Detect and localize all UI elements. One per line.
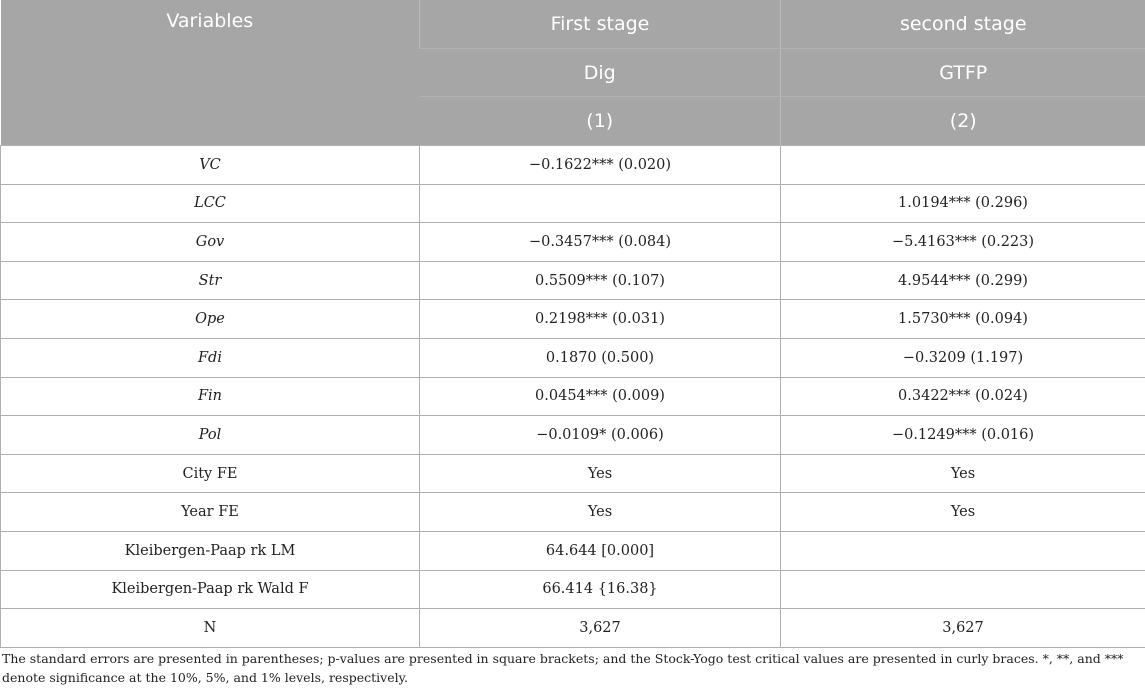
header-second-stage: second stage [781,0,1145,48]
row-label: Year FE [1,493,420,532]
table-row [1,416,1145,455]
cell-col1: Yes [420,493,781,532]
table-row [1,609,1145,648]
cell-col2: Yes [781,454,1145,493]
header-dep-gtfp: GTFP [781,48,1145,97]
cell-col2 [781,146,1145,185]
cell-col2 [781,570,1145,609]
header-variables: Variables [1,0,420,146]
cell-col1: Yes [420,454,781,493]
row-label: LCC [1,184,420,223]
header-col-1: (1) [420,97,781,146]
cell-col2: 1.0194*** (0.296) [781,184,1145,223]
table-footnote: The standard errors are presented in parentheses; p-values are presented in square brackets; and the Stock-Yogo test critical values are presented in curly braces. *, **, and *** denote significance at the 10%, 5%, and 1% levels, respectively. [2,651,1124,685]
cell-col2: −5.4163*** (0.223) [781,223,1145,262]
cell-col2: 4.9544*** (0.299) [781,261,1145,300]
table-row [1,493,1145,532]
header-dep-dig: Dig [420,48,781,97]
row-label: City FE [1,454,420,493]
row-label: Gov [1,223,420,262]
cell-col1: −0.0109* (0.006) [420,416,781,455]
cell-col1 [420,184,781,223]
header-first-stage: First stage [420,0,781,48]
row-label: Str [1,261,420,300]
table-row [1,261,1145,300]
cell-col1: 0.5509*** (0.107) [420,261,781,300]
row-label: Pol [1,416,420,455]
cell-col1: 0.1870 (0.500) [420,339,781,378]
table-row [1,570,1145,609]
header-col-2: (2) [781,97,1145,146]
row-label: Fin [1,377,420,416]
cell-col1: 64.644 [0.000] [420,532,781,571]
cell-col2: 1.5730*** (0.094) [781,300,1145,339]
table-row [1,184,1145,223]
cell-col1: −0.3457*** (0.084) [420,223,781,262]
row-label: Kleibergen-Paap rk LM [1,532,420,571]
cell-col2: −0.1249*** (0.016) [781,416,1145,455]
cell-col1: 0.2198*** (0.031) [420,300,781,339]
cell-col2: 3,627 [781,609,1145,648]
table-header [1,0,1145,146]
row-label: VC [1,146,420,185]
cell-col2 [781,532,1145,571]
table-row [1,300,1145,339]
table-row [1,339,1145,378]
table-row [1,377,1145,416]
cell-col1: 66.414 {16.38} [420,570,781,609]
cell-col2: Yes [781,493,1145,532]
table-body [1,146,1145,648]
cell-col1: 0.0454*** (0.009) [420,377,781,416]
table-row [1,532,1145,571]
row-label: N [1,609,420,648]
row-label: Ope [1,300,420,339]
table-row [1,454,1145,493]
cell-col2: 0.3422*** (0.024) [781,377,1145,416]
table-row [1,223,1145,262]
cell-col1: 3,627 [420,609,781,648]
row-label: Fdi [1,339,420,378]
table-row [1,146,1145,185]
cell-col1: −0.1622*** (0.020) [420,146,781,185]
row-label: Kleibergen-Paap rk Wald F [1,570,420,609]
cell-col2: −0.3209 (1.197) [781,339,1145,378]
